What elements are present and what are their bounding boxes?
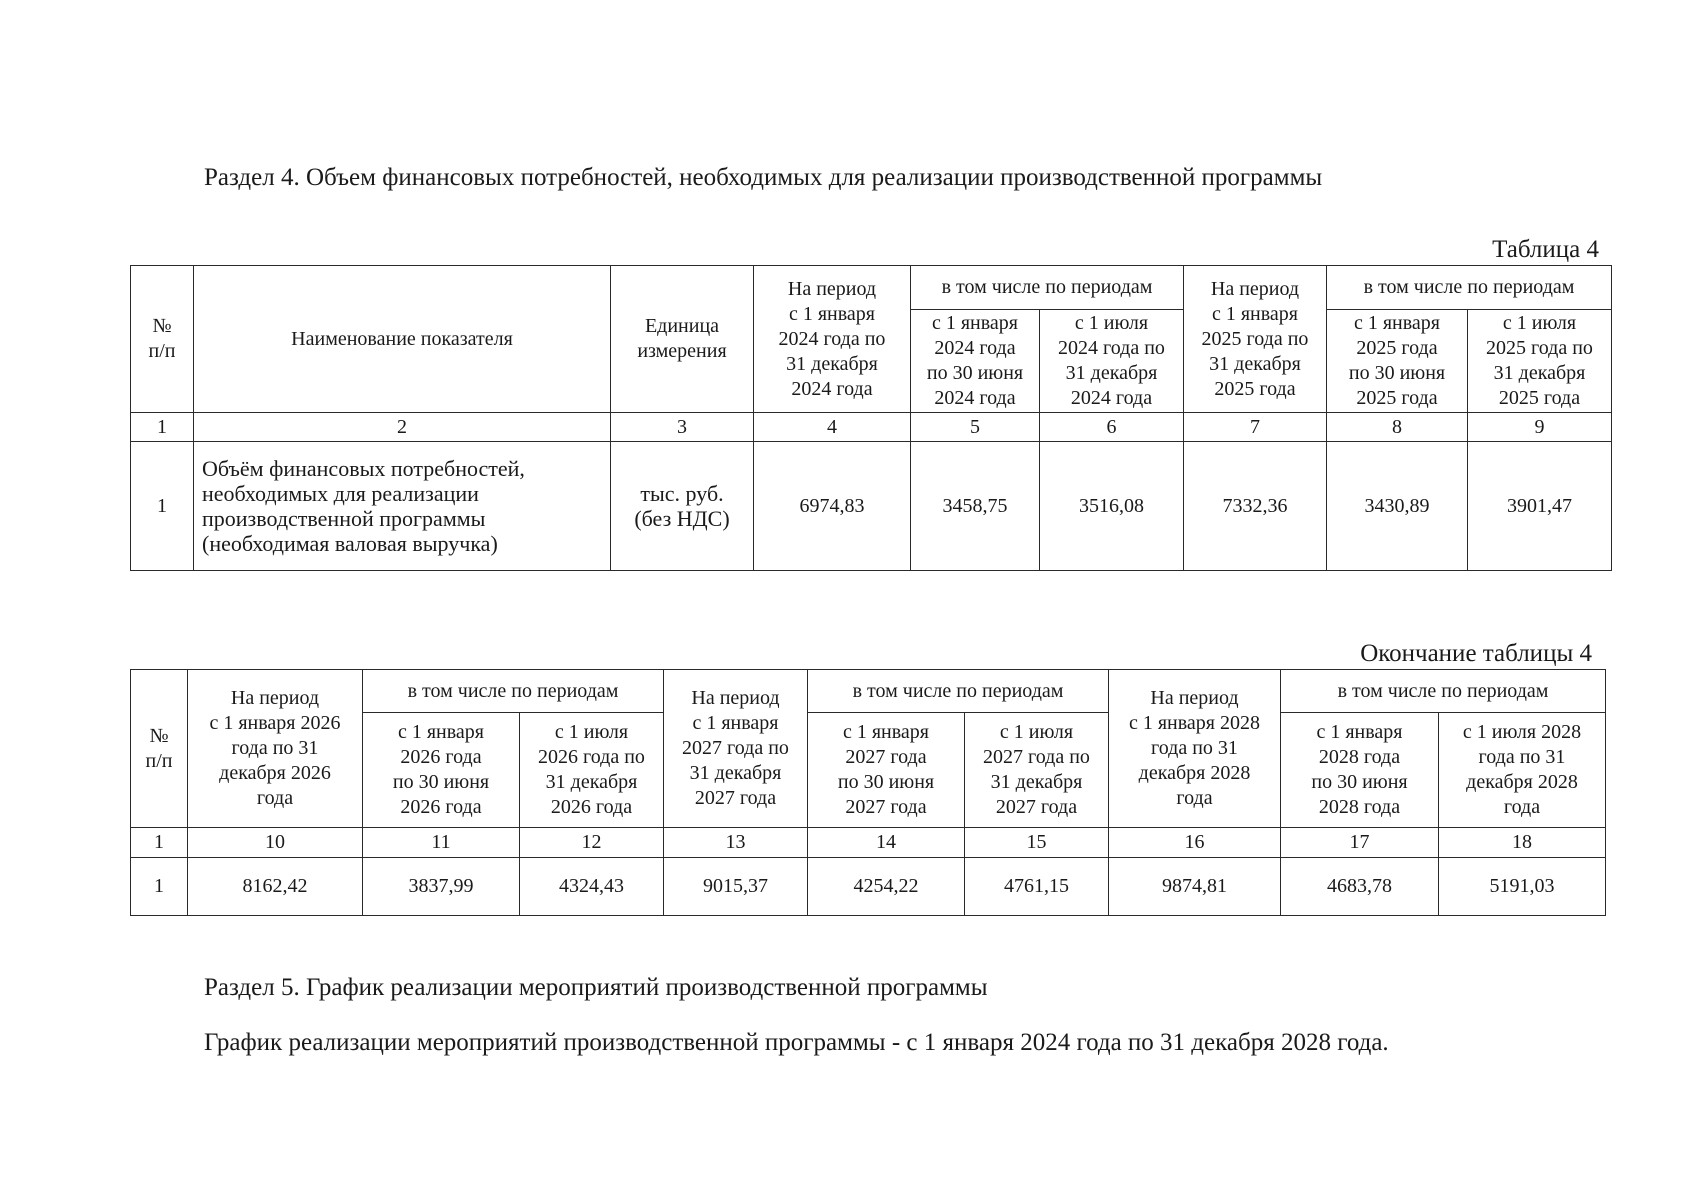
- column-number: 7: [1184, 413, 1327, 442]
- column-number: 12: [520, 828, 664, 858]
- row-unit: тыс. руб. (без НДС): [611, 442, 754, 571]
- header-h2-2027: с 1 июля 2027 года по 31 декабря 2027 года: [965, 713, 1109, 828]
- column-number: 18: [1439, 828, 1606, 858]
- column-number: 1: [131, 828, 188, 858]
- value-cell: 7332,36: [1184, 442, 1327, 571]
- header-subperiods-2024: в том числе по периодам: [911, 266, 1184, 310]
- column-number: 16: [1109, 828, 1281, 858]
- value-cell: 3901,47: [1468, 442, 1612, 571]
- header-period-2026: На период с 1 января 2026 года по 31 декабря 2026 года: [188, 670, 363, 828]
- value-cell: 3837,99: [363, 858, 520, 916]
- column-number: 1: [131, 413, 194, 442]
- section-4-title: Раздел 4. Объем финансовых потребностей, необходимых для реализации производственной программы: [204, 164, 1323, 191]
- header-h1-2026: с 1 января 2026 года по 30 июня 2026 года: [363, 713, 520, 828]
- value-cell: 9015,37: [664, 858, 808, 916]
- column-number: 3: [611, 413, 754, 442]
- header-num: № п/п: [131, 670, 188, 828]
- header-period-2024: На период с 1 января 2024 года по 31 декабря 2024 года: [754, 266, 911, 413]
- header-h2-2026: с 1 июля 2026 года по 31 декабря 2026 года: [520, 713, 664, 828]
- column-number: 5: [911, 413, 1040, 442]
- header-h1-2027: с 1 января 2027 года по 30 июня 2027 года: [808, 713, 965, 828]
- header-period-2027: На период с 1 января 2027 года по 31 декабря 2027 года: [664, 670, 808, 828]
- header-h1-2025: с 1 января 2025 года по 30 июня 2025 года: [1327, 310, 1468, 413]
- column-number: 15: [965, 828, 1109, 858]
- header-period-2028: На период с 1 января 2028 года по 31 декабря 2028 года: [1109, 670, 1281, 828]
- column-number: 11: [363, 828, 520, 858]
- header-h2-2024: с 1 июля 2024 года по 31 декабря 2024 года: [1040, 310, 1184, 413]
- header-h1-2024: с 1 января 2024 года по 30 июня 2024 года: [911, 310, 1040, 413]
- value-cell: 4324,43: [520, 858, 664, 916]
- value-cell: 3430,89: [1327, 442, 1468, 571]
- value-cell: 9874,81: [1109, 858, 1281, 916]
- value-cell: 5191,03: [1439, 858, 1606, 916]
- value-cell: 3516,08: [1040, 442, 1184, 571]
- section-5-text: График реализации мероприятий производственной программы - с 1 января 2024 года по 31 декабря 2028 года.: [204, 1029, 1389, 1056]
- header-num: № п/п: [131, 266, 194, 413]
- header-h2-2025: с 1 июля 2025 года по 31 декабря 2025 года: [1468, 310, 1612, 413]
- header-subperiods-2028: в том числе по периодам: [1281, 670, 1606, 713]
- header-subperiods-2025: в том числе по периодам: [1327, 266, 1612, 310]
- header-indicator-name: Наименование показателя: [194, 266, 611, 413]
- column-number: 10: [188, 828, 363, 858]
- value-cell: 4683,78: [1281, 858, 1439, 916]
- header-h2-2028: с 1 июля 2028 года по 31 декабря 2028 года: [1439, 713, 1606, 828]
- financial-needs-table-continuation: [130, 669, 1606, 916]
- column-number: 4: [754, 413, 911, 442]
- header-subperiods-2027: в том числе по периодам: [808, 670, 1109, 713]
- column-number: 6: [1040, 413, 1184, 442]
- row-num: 1: [131, 442, 194, 571]
- value-cell: 3458,75: [911, 442, 1040, 571]
- column-number: 8: [1327, 413, 1468, 442]
- header-unit: Единица измерения: [611, 266, 754, 413]
- table-4-caption: Таблица 4: [1492, 236, 1599, 263]
- table-4-end-caption: Окончание таблицы 4: [1360, 640, 1592, 667]
- value-cell: 4761,15: [965, 858, 1109, 916]
- financial-needs-table: [130, 265, 1612, 571]
- column-number: 13: [664, 828, 808, 858]
- column-number: 2: [194, 413, 611, 442]
- value-cell: 8162,42: [188, 858, 363, 916]
- header-period-2025: На период с 1 января 2025 года по 31 декабря 2025 года: [1184, 266, 1327, 413]
- column-number: 14: [808, 828, 965, 858]
- row-num: 1: [131, 858, 188, 916]
- row-indicator-name: Объём финансовых потребностей, необходимых для реализации производственной программы (необходимая валовая выручка): [194, 442, 611, 571]
- header-subperiods-2026: в том числе по периодам: [363, 670, 664, 713]
- header-h1-2028: с 1 января 2028 года по 30 июня 2028 года: [1281, 713, 1439, 828]
- value-cell: 6974,83: [754, 442, 911, 571]
- column-number: 9: [1468, 413, 1612, 442]
- value-cell: 4254,22: [808, 858, 965, 916]
- section-5-title: Раздел 5. График реализации мероприятий производственной программы: [204, 974, 988, 1001]
- column-number: 17: [1281, 828, 1439, 858]
